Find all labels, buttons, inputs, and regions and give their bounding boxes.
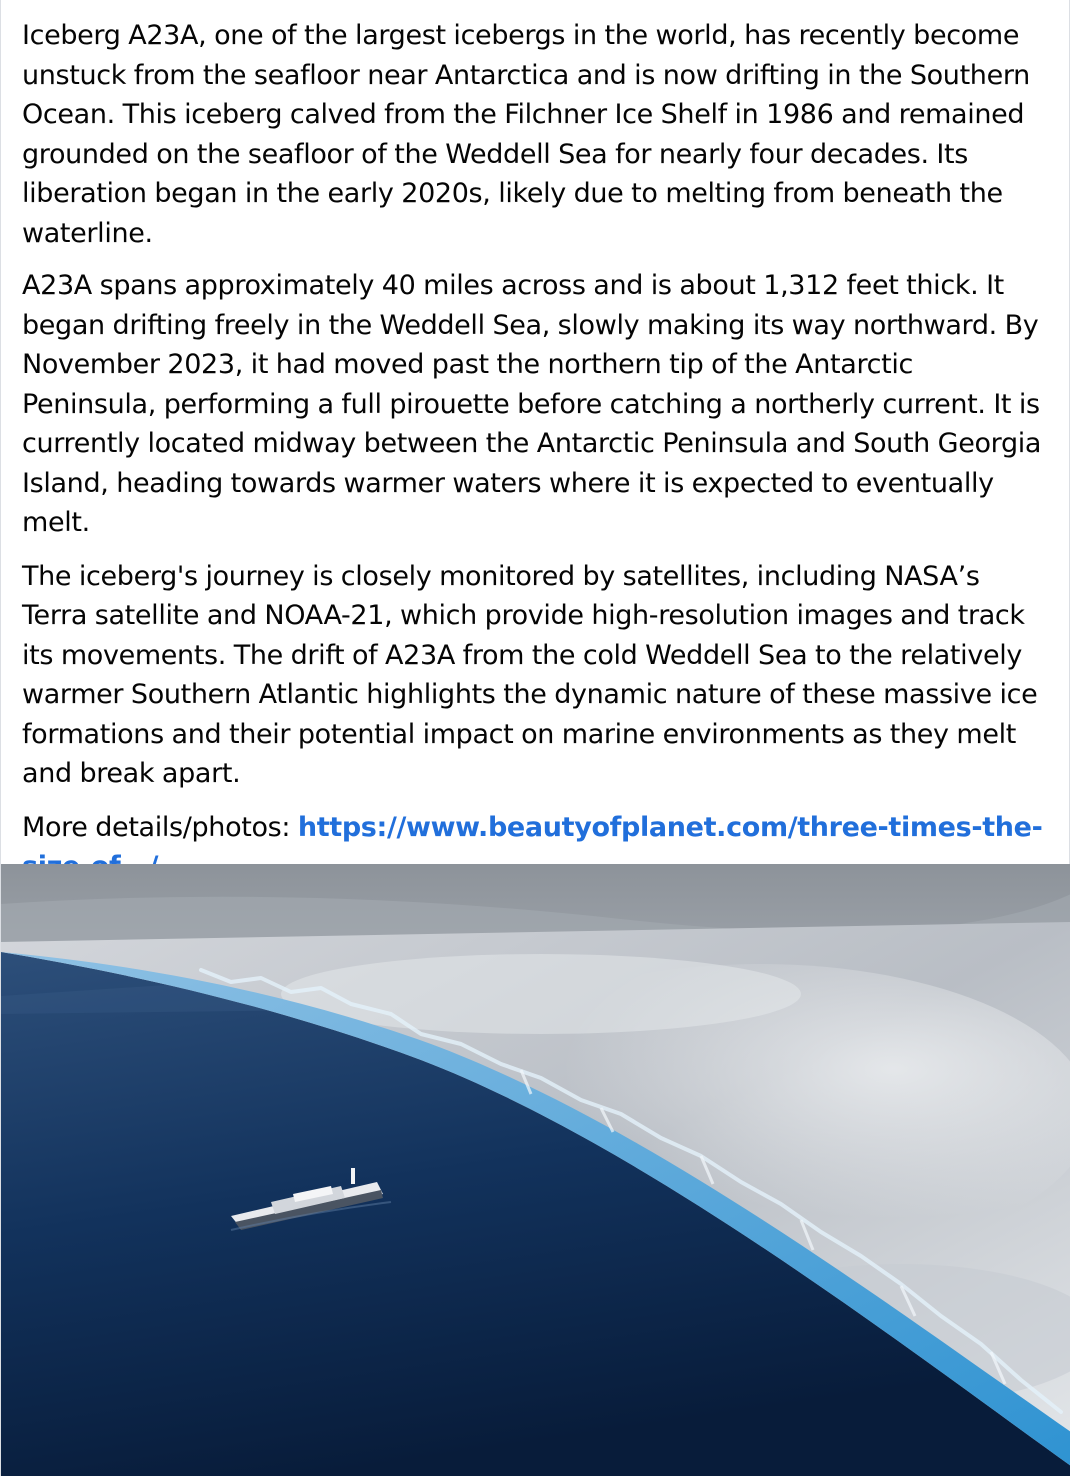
post-photo-iceberg[interactable] [1,864,1070,1476]
post-body [1,0,1069,887]
details-prefix: More details/photos: [22,811,298,843]
post-paragraph-intro: Iceberg A23A, one of the largest icebergs in the world, has recently become unstuck from the seafloor near Antarctica and is now drifting in the Southern Ocean. This iceberg calved from the Filchner Ice Shelf in 1986 and remained grounded on the seafloor of the Weddell Sea for nearly four decades. Its liberation began in the early 2020s, likely due to melting from beneath the waterline. [22,20,1030,249]
post-paragraph-monitoring: The iceberg's journey is closely monitored by satellites, including NASA’s Terra satellite and NOAA-21, which provide high-resolution images and track its movements. The drift of A23A from the cold Weddell Sea to the relatively warmer Southern Atlantic highlights the dynamic nature of these massive ice formations and their potential impact on marine environments as they melt and break apart. [22,560,1038,789]
details-link[interactable]: https://www.beautyofplanet.com/three-times-the- [297,811,1043,843]
post-paragraph-size: A23A spans approximately 40 miles across and is about 1,312 feet thick. It began drifting freely in the Weddell Sea, slowly making its way northward. By November 2023, it had moved past the northern tip of the Antarctic Peninsula, performing a full pirouette before catching a northerly current. It is currently located midway between the Antarctic Peninsula and South Georgia Island, heading towards warmer waters where it is expected to eventually melt. [22,270,1042,538]
